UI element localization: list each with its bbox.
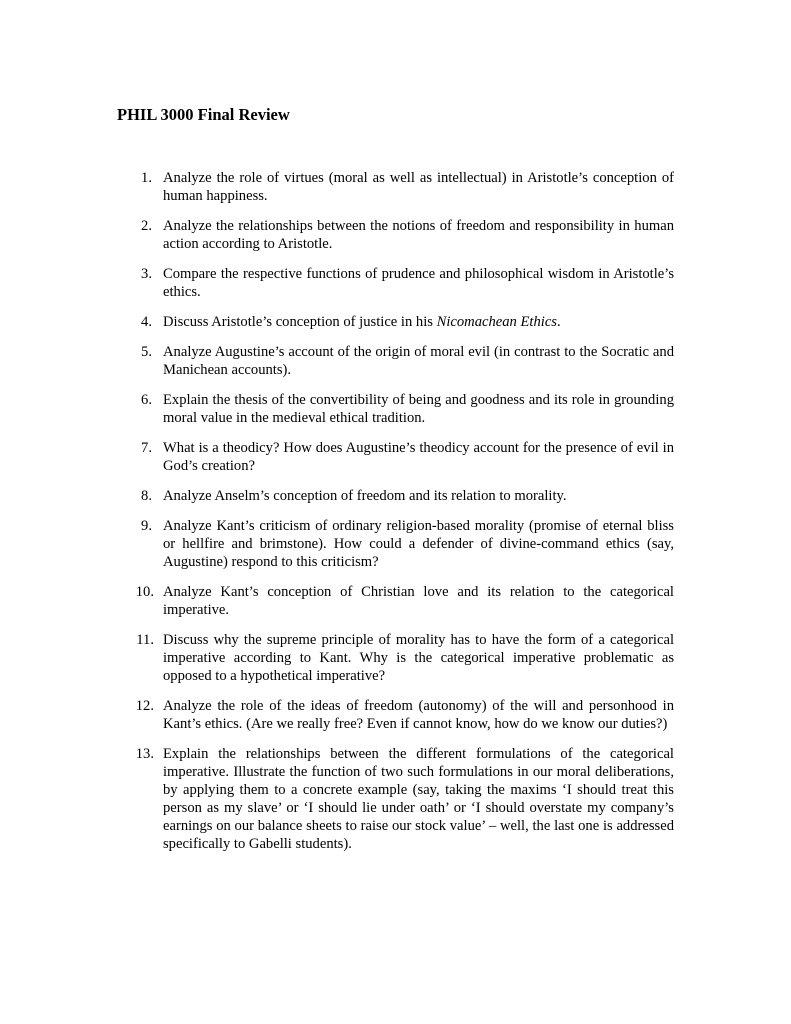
question-number: 9.: [141, 518, 152, 534]
question-number: 3.: [141, 266, 152, 282]
question-text: [163, 313, 674, 331]
question-text: Analyze Augustine’s account of the origin of moral evil (in contrast to the Socratic and Manichean accounts).: [163, 344, 674, 378]
question-item-7: [0, 439, 791, 475]
question-text-before: Discuss Aristotle’s conception of justice in his: [163, 314, 437, 330]
question-item-12: [0, 697, 791, 733]
question-item-13: [0, 745, 791, 853]
question-item-8: [0, 487, 791, 505]
question-number: 10.: [135, 584, 154, 600]
question-text: What is a theodicy? How does Augustine’s theodicy account for the presence of evil in God’s creation?: [163, 440, 674, 474]
question-item-9: [0, 517, 791, 571]
question-text: Analyze Kant’s conception of Christian love and its relation to the categorical imperative.: [163, 584, 674, 618]
question-item-1: [0, 169, 791, 205]
question-item-6: [0, 391, 791, 427]
question-item-3: [0, 265, 791, 301]
book-title-italic: Nicomachean Ethics: [436, 314, 557, 330]
question-number: 4.: [141, 314, 152, 330]
document-title: PHIL 3000 Final Review: [117, 105, 290, 124]
question-number: 8.: [141, 488, 152, 504]
question-text: Analyze Kant’s criticism of ordinary religion-based morality (promise of eternal bliss or hellfire and brimstone). How could a defender of divine-command ethics (say, Augustine) respond to this criticism?: [163, 518, 674, 570]
question-text: Explain the relationships between the different formulations of the categorical imperative. Illustrate the function of two such formulations in our moral deliberations, by applying them to a concrete example (say, taking the maxims ‘I should treat this person as my slave’ or ‘I should lie under oath’ or ‘I should overstate my company’s earnings on our balance sheets to raise our stock value’ – well, the last one is addressed specifically to Gabelli students).: [163, 746, 674, 852]
question-list: [0, 169, 791, 865]
question-text: Analyze Anselm’s conception of freedom and its relation to morality.: [163, 488, 567, 504]
question-number: 6.: [141, 392, 152, 408]
question-text-after: .: [556, 314, 561, 330]
question-number: 11.: [136, 632, 154, 648]
question-text: Explain the thesis of the convertibility of being and goodness and its role in grounding moral value in the medieval ethical tradition.: [163, 392, 674, 426]
question-text: Analyze the relationships between the notions of freedom and responsibility in human action according to Aristotle.: [163, 218, 674, 252]
question-number: 13.: [135, 746, 154, 762]
question-item-5: [0, 343, 791, 379]
question-number: 7.: [141, 440, 152, 456]
question-text: Analyze the role of the ideas of freedom (autonomy) of the will and personhood in Kant’s ethics. (Are we really free? Even if cannot know, how do we know our duties?): [163, 698, 674, 732]
question-text: Compare the respective functions of prudence and philosophical wisdom in Aristotle’s ethics.: [163, 266, 674, 300]
question-item-4: [0, 313, 791, 331]
question-item-11: [0, 631, 791, 685]
question-number: 5.: [141, 344, 152, 360]
question-item-10: [0, 583, 791, 619]
question-number: 1.: [141, 170, 152, 186]
question-text: Discuss why the supreme principle of morality has to have the form of a categorical imperative according to Kant. Why is the categorical imperative problematic as opposed to a hypothetical imperative?: [163, 632, 674, 684]
question-number: 12.: [135, 698, 154, 714]
question-number: 2.: [141, 218, 152, 234]
question-text: Analyze the role of virtues (moral as well as intellectual) in Aristotle’s conception of human happiness.: [163, 170, 674, 204]
question-item-2: [0, 217, 791, 253]
